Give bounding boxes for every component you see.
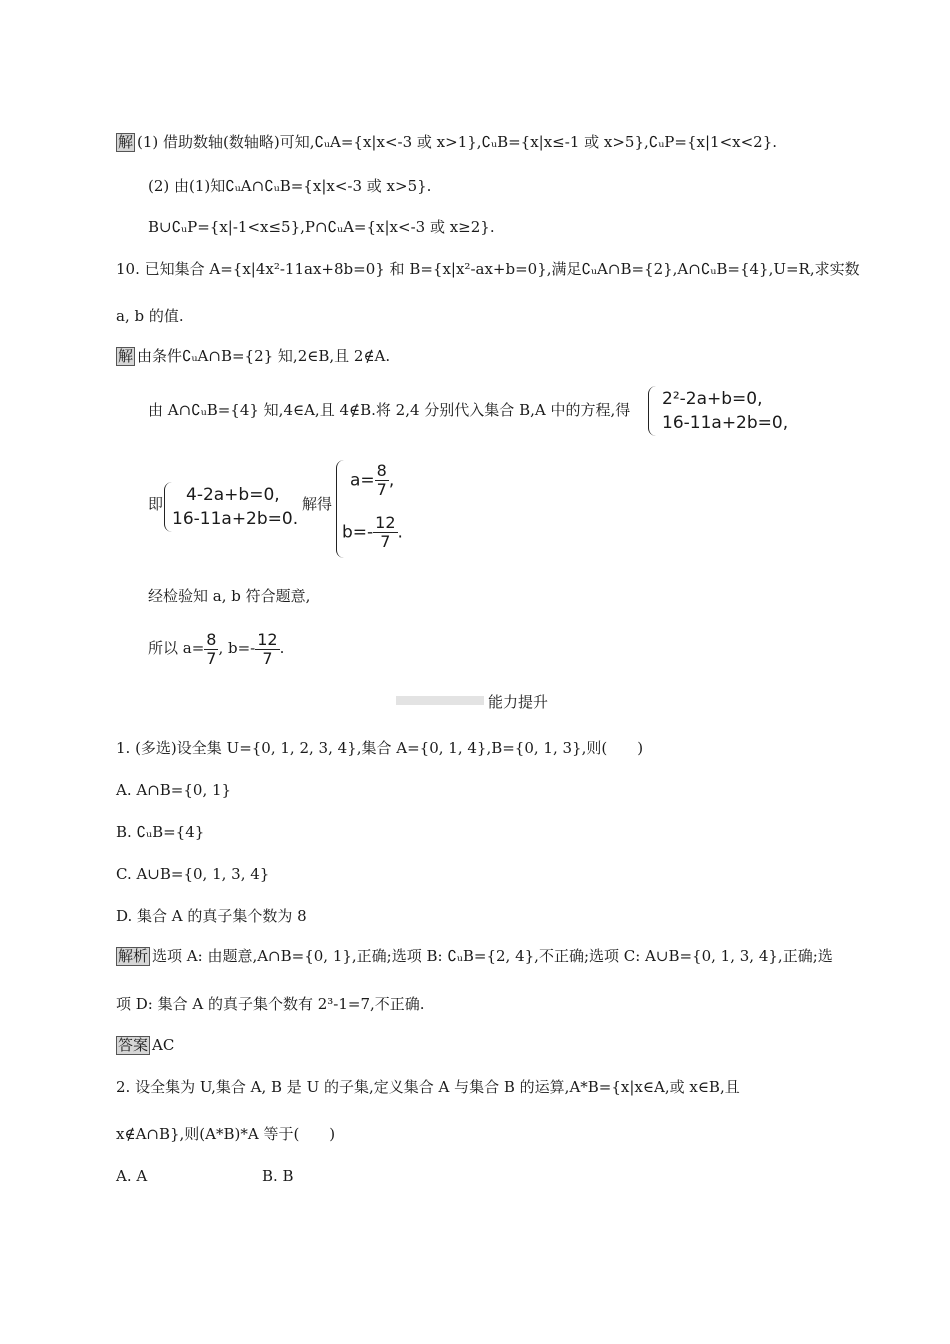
equation-system — [164, 482, 304, 532]
solution-system — [336, 460, 426, 558]
fraction: $\frac{12}{7}$ — [375, 513, 396, 551]
brace — [648, 386, 657, 436]
solution-tag: 解 — [118, 133, 134, 151]
solution-line: 解 由条件∁ᵤA∩B={2} 知,2∈B,且 2∉A. — [118, 347, 391, 365]
solution-line: 由 A∩∁ᵤB={4} 知,4∈A,且 4∉B.将 2,4 分别代入集合 B,A 中的方程,得 — [148, 401, 631, 419]
final-answer: 所以 a= $\frac{8}{7}$ , b=- $\frac{12}{7}$ . — [148, 629, 285, 668]
solution-line: (2) 由(1)知∁ᵤA∩∁ᵤB={x|x<-3 或 x>5}. — [148, 177, 432, 195]
question-1-stem: 1. (多选)设全集 U={0, 1, 2, 3, 4},集合 A={0, 1, 4},B={0, 1, 3},则( ) — [116, 739, 644, 757]
solution-line: B∪∁ᵤP={x|-1<x≤5},P∩∁ᵤA={x|x<-3 或 x≥2}. — [148, 218, 495, 236]
question-2-stem-cont: x∉A∩B},则(A*B)*A 等于( ) — [116, 1125, 336, 1143]
equation: 4-2a+b=0, — [186, 485, 280, 505]
question-2-stem: 2. 设全集为 U,集合 A, B 是 U 的子集,定义集合 A 与集合 B 的运算,A*B={x|x∈A,或 x∈B,且 — [116, 1078, 740, 1096]
solution-line: 解 (1) 借助数轴(数轴略)可知,∁ᵤA={x|x<-3 或 x>1},∁ᵤB={x|x≤-1 或 x>5},∁ᵤP={x|1<x<2}. — [118, 133, 778, 151]
equation: 2²-2a+b=0, — [662, 389, 763, 409]
question-10-stem: 10. 已知集合 A={x|4x²-11ax+8b=0} 和 B={x|x²-ax+b=0},满足∁ᵤA∩B={2},A∩∁ᵤB={4},U=R,求实数 — [116, 260, 860, 278]
solution-tag: 解 — [118, 347, 134, 365]
option-a: A. A — [116, 1167, 148, 1185]
text-jiede: 解得 — [302, 495, 333, 513]
fraction: $\frac{8}{7}$ — [376, 461, 387, 499]
text-ji: 即 — [148, 495, 164, 513]
option-a: A. A∩B={0, 1} — [116, 781, 232, 799]
option-d: D. 集合 A 的真子集个数为 8 — [116, 907, 307, 925]
option-c: C. A∪B={0, 1, 3, 4} — [116, 865, 270, 883]
option-b: B. B — [262, 1167, 294, 1185]
solution-a: a= $\frac{8}{7}$ , — [350, 461, 395, 499]
solution-b: b=- $\frac{12}{7}$ . — [342, 513, 403, 551]
question-10-stem-cont: a, b 的值. — [116, 307, 184, 325]
section-title: 能力提升 — [488, 693, 549, 711]
analysis-tag: 解析 — [118, 947, 149, 965]
section-bar — [396, 696, 484, 705]
answer-line: 答案 AC — [118, 1036, 175, 1054]
analysis-line: 项 D: 集合 A 的真子集个数有 2³-1=7,不正确. — [116, 995, 425, 1013]
equation: 16-11a+2b=0, — [662, 413, 789, 433]
answer-tag: 答案 — [118, 1036, 149, 1054]
analysis-line: 解析 选项 A: 由题意,A∩B={0, 1},正确;选项 B: ∁ᵤB={2, 4},不正确;选项 C: A∪B={0, 1, 3, 4},正确;选 — [118, 947, 833, 965]
equation: 16-11a+2b=0. — [172, 509, 299, 529]
option-b: B. ∁ᵤB={4} — [116, 823, 205, 841]
equation-system — [648, 386, 808, 436]
solution-line: 经检验知 a, b 符合题意, — [148, 587, 311, 605]
fraction: $\frac{8}{7}$ — [206, 629, 217, 668]
fraction: $\frac{12}{7}$ — [257, 629, 278, 668]
